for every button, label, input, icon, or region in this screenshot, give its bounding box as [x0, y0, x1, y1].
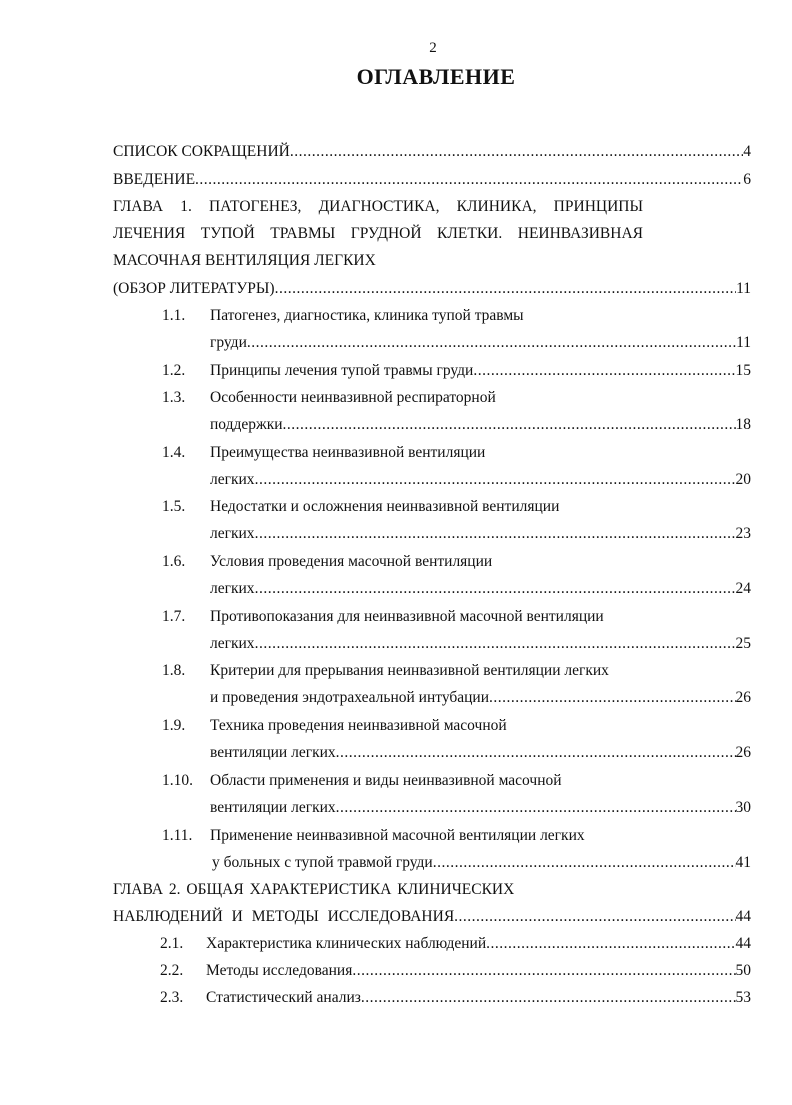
toc-entry-section-1-6[interactable] — [210, 579, 751, 599]
toc-entry-section-1-8[interactable] — [210, 688, 751, 708]
toc-section-number: 1.9. — [162, 717, 186, 734]
toc-leader-dots — [195, 170, 743, 190]
toc-section-text[interactable]: Условия проведения масочной вентиляции — [210, 553, 493, 570]
toc-entry-section-1-3[interactable] — [210, 415, 751, 435]
toc-section-number: 2.2. — [160, 962, 184, 979]
toc-leader-dots — [473, 361, 735, 381]
toc-leader-dots — [247, 333, 736, 353]
toc-leader-dots — [352, 961, 735, 981]
toc-entry-abbreviations[interactable] — [113, 142, 751, 162]
toc-section-number: 1.10. — [162, 772, 193, 789]
toc-section-number: 2.1. — [160, 935, 184, 952]
toc-leader-dots — [489, 688, 735, 708]
toc-entry-text: НАБЛЮДЕНИЙ И МЕТОДЫ ИССЛЕДОВАНИЯ — [113, 908, 455, 925]
toc-entry-chapter-2[interactable] — [113, 907, 751, 927]
toc-entry-page: 26 — [735, 689, 751, 706]
toc-entry-page: 11 — [736, 280, 751, 297]
toc-entry-page: 4 — [743, 143, 751, 160]
toc-chapter-1-line-3[interactable]: МАСОЧНАЯ ВЕНТИЛЯЦИЯ ЛЕГКИХ — [113, 252, 376, 269]
toc-entry-section-1-10[interactable] — [210, 798, 751, 818]
toc-leader-dots — [454, 907, 735, 927]
toc-entry-text: у больных с тупой травмой груди — [212, 854, 433, 871]
toc-entry-page: 50 — [735, 962, 751, 979]
toc-entry-page: 20 — [735, 471, 751, 488]
toc-entry-text: ВВЕДЕНИЕ — [113, 171, 196, 188]
toc-entry-page: 6 — [743, 171, 751, 188]
toc-entry-text: Статистический анализ — [206, 989, 361, 1006]
toc-entry-text: легких — [210, 471, 255, 488]
toc-chapter-1-line-1[interactable]: ГЛАВА 1. ПАТОГЕНЕЗ, ДИАГНОСТИКА, КЛИНИКА, ПРИНЦИПЫ — [113, 198, 643, 215]
toc-section-text[interactable]: Особенности неинвазивной респираторной — [210, 389, 496, 406]
toc-entry-page: 41 — [735, 854, 751, 871]
toc-section-text[interactable]: Техника проведения неинвазивной масочной — [210, 717, 507, 734]
toc-section-text[interactable]: Преимущества неинвазивной вентиляции — [210, 444, 486, 461]
toc-chapter-1-line-2[interactable]: ЛЕЧЕНИЯ ТУПОЙ ТРАВМЫ ГРУДНОЙ КЛЕТКИ. НЕИНВАЗИВНАЯ — [113, 225, 643, 242]
toc-entry-section-1-1[interactable] — [210, 333, 751, 353]
toc-section-number: 1.7. — [162, 608, 186, 625]
toc-entry-text: Методы исследования — [206, 962, 353, 979]
toc-entry-text: поддержки — [210, 416, 283, 433]
toc-entry-section-1-4[interactable] — [210, 470, 751, 490]
toc-entry-page: 23 — [735, 525, 751, 542]
toc-leader-dots — [290, 142, 743, 162]
toc-entry-section-2-1[interactable] — [206, 934, 751, 954]
toc-leader-dots — [361, 988, 736, 1008]
toc-entry-chapter-1[interactable] — [113, 279, 751, 299]
toc-entry-page: 30 — [735, 799, 751, 816]
toc-leader-dots — [336, 743, 736, 763]
toc-entry-page: 26 — [735, 744, 751, 761]
toc-entry-text: вентиляции легких — [210, 744, 336, 761]
toc-section-number: 1.1. — [162, 307, 186, 324]
toc-chapter-2-line-1[interactable]: ГЛАВА 2. ОБЩАЯ ХАРАКТЕРИСТИКА КЛИНИЧЕСКИХ — [113, 881, 515, 898]
toc-leader-dots — [255, 524, 736, 544]
toc-entry-text: вентиляции легких — [210, 799, 336, 816]
toc-leader-dots — [275, 279, 737, 299]
toc-entry-section-2-2[interactable] — [206, 961, 751, 981]
toc-entry-text: легких — [210, 580, 255, 597]
toc-entry-text: груди — [210, 334, 247, 351]
toc-leader-dots — [486, 934, 735, 954]
toc-entry-section-1-11[interactable] — [212, 853, 751, 873]
toc-section-number: 2.3. — [160, 989, 184, 1006]
toc-entry-text: и проведения эндотрахеальной интубации — [210, 689, 490, 706]
toc-section-number: 1.3. — [162, 389, 186, 406]
toc-leader-dots — [283, 415, 736, 435]
toc-entry-page: 18 — [735, 416, 751, 433]
toc-entry-introduction[interactable] — [113, 170, 751, 190]
toc-entry-page: 44 — [735, 935, 751, 952]
toc-section-text[interactable]: Области применения и виды неинвазивной масочной — [210, 772, 562, 789]
toc-section-number: 1.6. — [162, 553, 186, 570]
toc-section-text[interactable]: Применение неинвазивной масочной вентиляции легких — [210, 827, 585, 844]
toc-entry-page: 44 — [735, 908, 751, 925]
toc-entry-text: легких — [210, 525, 255, 542]
toc-leader-dots — [255, 634, 736, 654]
toc-section-text[interactable]: Критерии для прерывания неинвазивной вентиляции легких — [210, 662, 609, 679]
toc-entry-section-1-7[interactable] — [210, 634, 751, 654]
toc-entry-text: легких — [210, 635, 255, 652]
toc-entry-section-2-3[interactable] — [206, 988, 751, 1008]
toc-entry-page: 15 — [735, 362, 751, 379]
toc-leader-dots — [336, 798, 736, 818]
toc-entry-text: Характеристика клинических наблюдений — [206, 935, 487, 952]
toc-leader-dots — [255, 470, 736, 490]
toc-entry-section-1-5[interactable] — [210, 524, 751, 544]
toc-entry-page: 24 — [735, 580, 751, 597]
toc-leader-dots — [255, 579, 736, 599]
toc-entry-page: 53 — [735, 989, 751, 1006]
toc-entry-text: СПИСОК СОКРАЩЕНИЙ — [113, 143, 290, 160]
toc-section-text[interactable]: Недостатки и осложнения неинвазивной вентиляции — [210, 498, 560, 515]
toc-entry-page: 25 — [735, 635, 751, 652]
toc-section-number: 1.11. — [162, 827, 193, 844]
toc-entry-page: 11 — [736, 334, 751, 351]
toc-section-number: 1.4. — [162, 444, 186, 461]
toc-entry-section-1-9[interactable] — [210, 743, 751, 763]
toc-entry-text: Принципы лечения тупой травмы груди — [210, 362, 474, 379]
toc-section-text[interactable]: Противопоказания для неинвазивной масочной вентиляции — [210, 608, 604, 625]
toc-section-number: 1.2. — [162, 362, 186, 379]
toc-section-number: 1.8. — [162, 662, 186, 679]
toc-section-number: 1.5. — [162, 498, 186, 515]
page-number: 2 — [429, 40, 437, 56]
toc-entry-text: (ОБЗОР ЛИТЕРАТУРЫ) — [113, 280, 275, 297]
toc-section-text[interactable]: Патогенез, диагностика, клиника тупой травмы — [210, 307, 524, 324]
page-title: ОГЛАВЛЕНИЕ — [356, 64, 516, 89]
toc-leader-dots — [433, 853, 736, 873]
toc-entry-section-1-2[interactable] — [210, 361, 751, 381]
